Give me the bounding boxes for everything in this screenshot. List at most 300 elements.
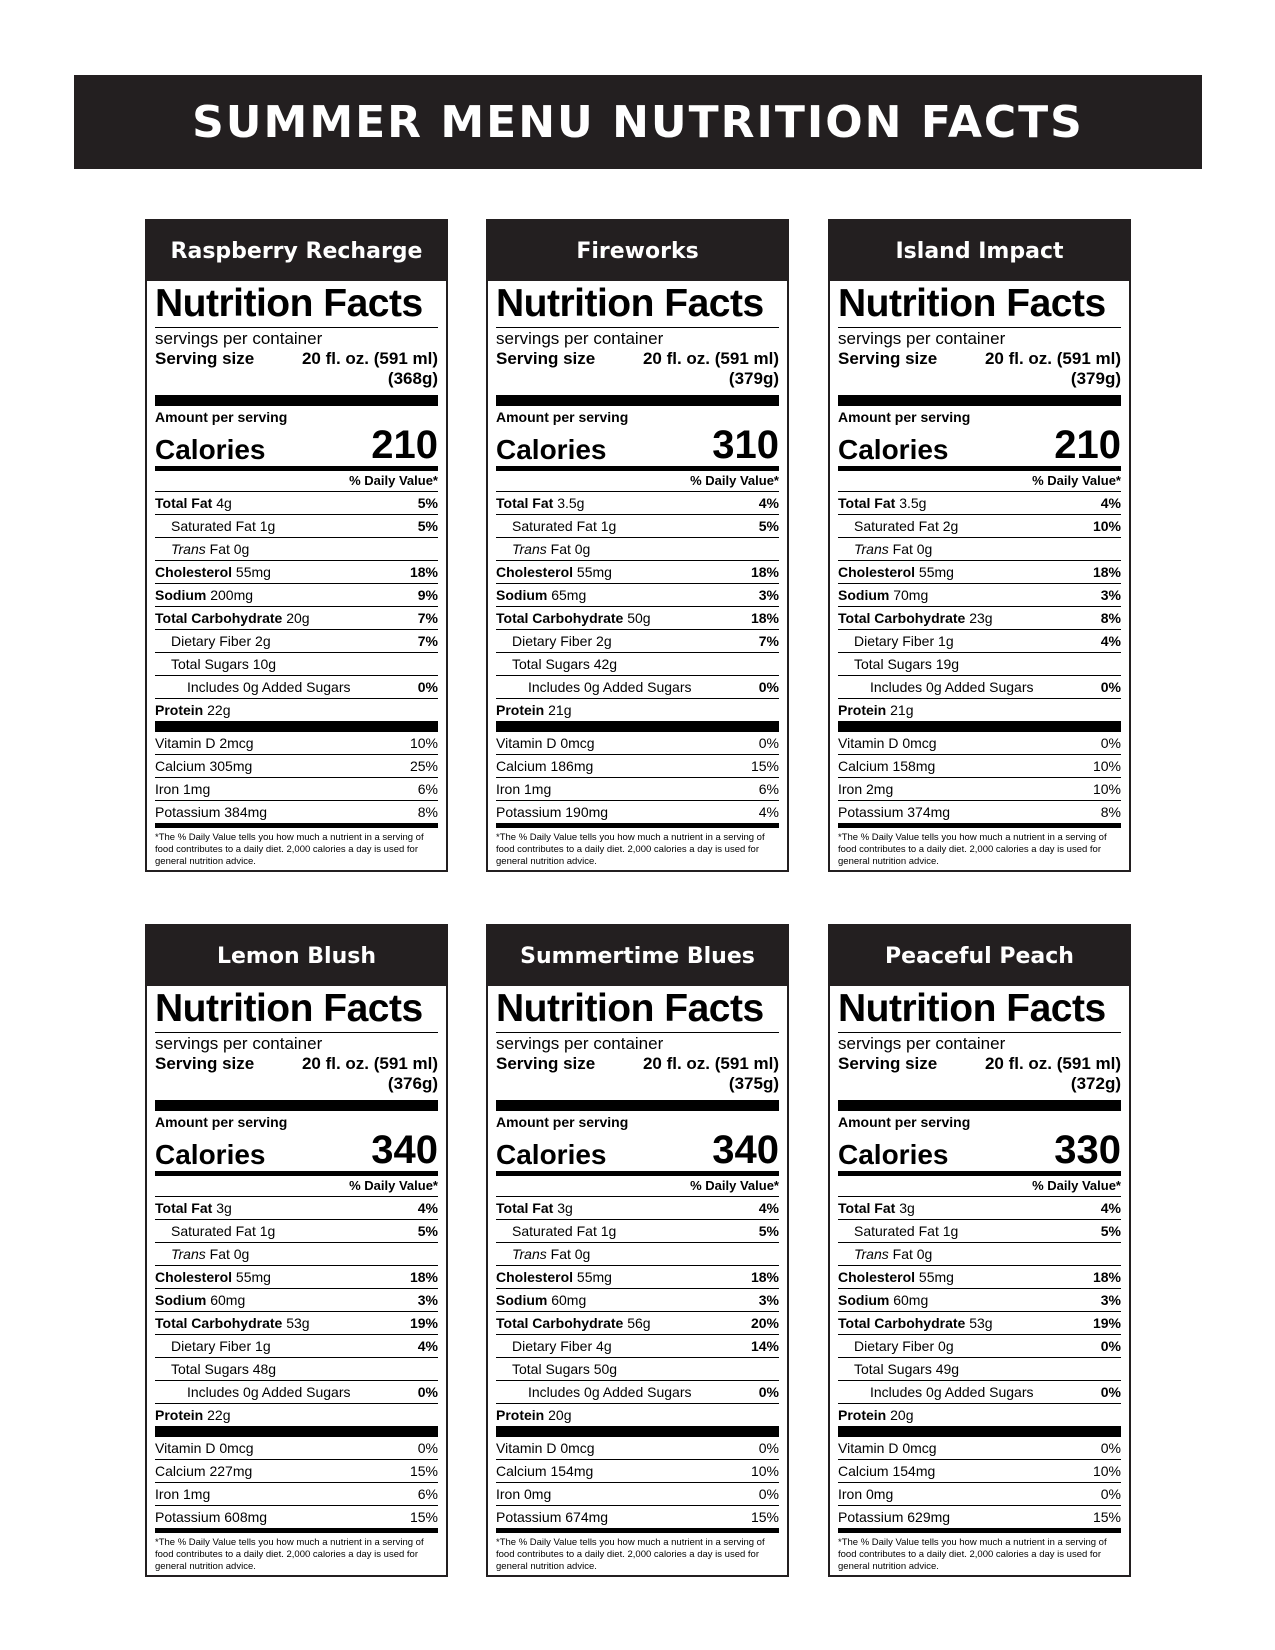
nutrient-label: Dietary Fiber (171, 1338, 252, 1354)
nutrient-label: Added Sugars (944, 1384, 1034, 1400)
nutrient-label: Total Sugars (512, 656, 590, 672)
total-fat-row (838, 492, 1121, 515)
nutrient-amount: 0g (233, 1246, 250, 1262)
nutrient-amount: 0g (574, 1246, 591, 1262)
nutrient-amount: 21g (890, 702, 914, 718)
iron-row (155, 778, 438, 801)
calories-value: 340 (371, 1128, 438, 1172)
nutrient-dv: 8% (1100, 804, 1121, 820)
nutrient-label: Potassium (496, 804, 562, 820)
page-title: SUMMER MENU NUTRITION FACTS (192, 96, 1084, 148)
nutrient-dv: 0% (758, 735, 779, 751)
trans-fat-row (838, 1243, 1121, 1266)
nutrient-amount: 1g (600, 1223, 617, 1239)
nutrient-label: Protein (155, 1407, 204, 1423)
calories-value: 310 (712, 423, 779, 467)
vitamin-d-row (155, 732, 438, 755)
nutrient-amount: 60mg (551, 1292, 587, 1308)
nutrient-dv: 0% (758, 1486, 779, 1502)
calcium-row (496, 1460, 779, 1483)
cholesterol-row (496, 561, 779, 584)
serving-size-row (838, 349, 1121, 369)
nutrient-amount: 629mg (907, 1509, 951, 1525)
nutrient-amount: 48g (252, 1361, 277, 1377)
amount-per-serving: Amount per serving (496, 409, 629, 425)
nutrient-dv: 4% (758, 804, 779, 820)
nutrient-dv: 3% (417, 1292, 438, 1308)
vitamin-d-row (838, 1437, 1121, 1460)
nutrient-label: Sodium (838, 587, 890, 603)
nutrient-dv: 15% (750, 758, 779, 774)
vitamin-d-row (496, 1437, 779, 1460)
calories-row (838, 425, 1121, 471)
dietary-fiber-row (838, 1335, 1121, 1358)
daily-value-header: % Daily Value* (838, 471, 1121, 492)
daily-value-footnote: *The % Daily Value tells you how much a nutrient in a serving of food contributes to a daily diet. 2,000 calories a day is used for general nutrition advice. (496, 832, 765, 867)
nutrient-dv: 25% (409, 758, 438, 774)
nutrient-amount: 21g (548, 702, 572, 718)
includes-label: Includes (870, 679, 923, 695)
dietary-fiber-row (496, 630, 779, 653)
nutrient-dv: 0% (417, 1384, 438, 1400)
nutrient-label: Cholesterol (496, 1269, 574, 1285)
nutrient-label: Dietary Fiber (512, 1338, 593, 1354)
nutrient-label: Added Sugars (261, 679, 351, 695)
nutrient-amount: 186mg (550, 758, 594, 774)
nutrient-dv: 0% (758, 1440, 779, 1456)
nutrient-dv: 10% (1092, 781, 1121, 797)
serving-size-label: Serving size (496, 349, 596, 368)
trans-label: Trans (854, 1246, 889, 1262)
serving-size-amount: 20 fl. oz. (591 ml) (984, 1054, 1121, 1073)
nutrient-amount: 1g (259, 1223, 276, 1239)
nutrient-label: Potassium (496, 1509, 562, 1525)
nutrition-facts-title: Nutrition Facts (496, 988, 779, 1033)
total-sugars-row (496, 1358, 779, 1381)
nutrient-label: Potassium (155, 804, 221, 820)
nutrient-label: Calcium (838, 1463, 889, 1479)
vitamin-d-row (155, 1437, 438, 1460)
total-fat-row (155, 492, 438, 515)
total-carbohydrate-row (838, 607, 1121, 630)
protein-row (496, 1404, 779, 1437)
nutrient-dv: 4% (1100, 1200, 1121, 1216)
nutrient-amount: 3g (899, 1200, 915, 1216)
protein-row (838, 699, 1121, 732)
nutrient-label: Added Sugars (602, 679, 692, 695)
nutrient-dv: 4% (758, 1200, 779, 1216)
nutrient-label: Cholesterol (496, 564, 574, 580)
nutrient-label: Dietary Fiber (854, 633, 935, 649)
total-fat-row (496, 1197, 779, 1220)
trans-label: Trans (171, 541, 206, 557)
nutrient-dv: 6% (417, 781, 438, 797)
nutrient-amount: 4g (596, 1338, 612, 1354)
nutrient-amount: 2mcg (219, 735, 254, 751)
calories-value: 210 (371, 423, 438, 467)
nutrient-label: Vitamin D (838, 1440, 899, 1456)
cholesterol-row (155, 561, 438, 584)
nutrition-facts-title: Nutrition Facts (838, 988, 1121, 1033)
divider-thick (155, 1100, 438, 1111)
nutrient-amount: 60mg (893, 1292, 929, 1308)
nutrient-amount: 1g (942, 1223, 959, 1239)
calories-row (155, 425, 438, 471)
nutrient-label: Added Sugars (944, 679, 1034, 695)
nutrient-label: Cholesterol (838, 1269, 916, 1285)
sodium-row (838, 1289, 1121, 1312)
amount-per-serving: Amount per serving (155, 1114, 288, 1130)
nutrient-label: Protein (155, 702, 204, 718)
fat-label: Fat (550, 541, 571, 557)
nutrient-amount: 0mcg (902, 1440, 937, 1456)
calories-label: Calories (838, 1139, 949, 1170)
nutrient-label: Calcium (155, 1463, 206, 1479)
includes-label: Includes (528, 1384, 581, 1400)
nutrient-dv: 0% (758, 1384, 779, 1400)
nutrient-label: Vitamin D (155, 735, 216, 751)
calories-row (838, 1130, 1121, 1176)
dietary-fiber-row (496, 1335, 779, 1358)
serving-grams: (375g) (728, 1074, 779, 1093)
nutrient-label: Protein (838, 702, 887, 718)
nutrient-label: Vitamin D (155, 1440, 216, 1456)
trans-fat-row (496, 538, 779, 561)
nutrient-label: Iron (838, 1486, 863, 1502)
nutrient-amount: 1g (938, 633, 954, 649)
total-sugars-row (496, 653, 779, 676)
calories-value: 330 (1054, 1128, 1121, 1172)
nutrient-amount: 0mg (866, 1486, 894, 1502)
daily-value-header: % Daily Value* (838, 1176, 1121, 1197)
nutrient-amount: 0g (916, 541, 933, 557)
calories-value: 210 (1054, 423, 1121, 467)
serving-grams: (368g) (387, 369, 438, 388)
item-name: Lemon Blush (147, 926, 446, 986)
nutrient-amount: 0mcg (219, 1440, 254, 1456)
nutrient-label: Total Sugars (171, 1361, 249, 1377)
nutrient-amount: 305mg (209, 758, 253, 774)
trans-label: Trans (512, 1246, 547, 1262)
vitamin-d-row (496, 732, 779, 755)
calcium-row (496, 755, 779, 778)
added-sugars-row (496, 676, 779, 699)
nutrient-dv: 6% (417, 1486, 438, 1502)
nutrient-label: Potassium (838, 804, 904, 820)
nutrient-amount: 0g (926, 679, 942, 695)
sodium-row (496, 584, 779, 607)
potassium-row (838, 801, 1121, 828)
nutrient-dv: 5% (758, 1223, 779, 1239)
nutrient-amount: 0mcg (560, 735, 595, 751)
nutrient-amount: 0g (584, 679, 600, 695)
servings-per-container: servings per container (838, 329, 1006, 348)
nutrient-amount: 42g (593, 656, 618, 672)
daily-value-header: % Daily Value* (155, 1176, 438, 1197)
nutrient-amount: 20g (548, 1407, 572, 1423)
nutrition-panel (496, 988, 779, 1573)
cholesterol-row (496, 1266, 779, 1289)
nutrient-dv: 15% (1092, 1509, 1121, 1525)
nutrient-dv: 0% (1100, 1384, 1121, 1400)
nutrient-dv: 18% (1092, 564, 1121, 580)
dietary-fiber-row (155, 1335, 438, 1358)
nutrient-amount: 0g (243, 1384, 259, 1400)
nutrient-dv: 3% (758, 1292, 779, 1308)
nutrient-amount: 0g (574, 541, 591, 557)
sodium-row (155, 1289, 438, 1312)
divider-thick (496, 1100, 779, 1111)
nutrient-dv: 6% (758, 781, 779, 797)
nutrient-label: Cholesterol (155, 564, 233, 580)
trans-fat-row (838, 538, 1121, 561)
nutrient-amount: 1mg (183, 1486, 211, 1502)
nutrient-amount: 0mcg (560, 1440, 595, 1456)
added-sugars-row (155, 676, 438, 699)
nutrient-amount: 0g (938, 1338, 954, 1354)
divider-thick (838, 1100, 1121, 1111)
nutrient-amount: 0mg (524, 1486, 552, 1502)
nutrient-amount: 70mg (893, 587, 929, 603)
nutrient-amount: 22g (207, 702, 231, 718)
calcium-row (838, 1460, 1121, 1483)
item-name: Peaceful Peach (830, 926, 1129, 986)
protein-row (838, 1404, 1121, 1437)
serving-size-label: Serving size (155, 349, 255, 368)
nutrient-amount: 55mg (235, 564, 271, 580)
nutrient-label: Protein (838, 1407, 887, 1423)
servings-per-container: servings per container (155, 329, 323, 348)
includes-label: Includes (870, 1384, 923, 1400)
nutrient-label: Protein (496, 1407, 545, 1423)
nutrient-dv: 10% (750, 1463, 779, 1479)
nutrient-amount: 200mg (210, 587, 254, 603)
nutrient-amount: 0g (916, 1246, 933, 1262)
sodium-row (155, 584, 438, 607)
nutrition-panel (838, 988, 1121, 1573)
trans-label: Trans (512, 541, 547, 557)
calories-row (496, 425, 779, 471)
nutrient-dv: 4% (1100, 495, 1121, 511)
nutrient-dv: 18% (1092, 1269, 1121, 1285)
serving-size-label: Serving size (496, 1054, 596, 1073)
nutrient-label: Potassium (155, 1509, 221, 1525)
nutrient-amount: 158mg (892, 758, 936, 774)
nutrient-dv: 0% (417, 1440, 438, 1456)
nutrient-amount: 674mg (565, 1509, 609, 1525)
nutrient-dv: 10% (1092, 518, 1121, 534)
nutrient-amount: 55mg (576, 564, 612, 580)
fat-label: Fat (550, 1246, 571, 1262)
nutrition-card (145, 924, 448, 1577)
nutrition-facts-title: Nutrition Facts (155, 988, 438, 1033)
total-fat-row (838, 1197, 1121, 1220)
nutrient-label: Total Fat (155, 1200, 213, 1216)
nutrient-amount: 2mg (866, 781, 894, 797)
servings-per-container: servings per container (496, 1034, 664, 1053)
nutrient-label: Vitamin D (496, 735, 557, 751)
nutrient-label: Sodium (155, 1292, 207, 1308)
nutrient-label: Total Sugars (854, 1361, 932, 1377)
includes-label: Includes (528, 679, 581, 695)
nutrient-label: Total Sugars (171, 656, 249, 672)
nutrient-amount: 53g (969, 1315, 993, 1331)
serving-size-amount: 20 fl. oz. (591 ml) (301, 349, 438, 368)
item-name: Raspberry Recharge (147, 221, 446, 281)
serving-size-row (496, 1054, 779, 1074)
nutrient-label: Dietary Fiber (854, 1338, 935, 1354)
nutrient-label: Total Fat (838, 1200, 896, 1216)
nutrition-panel (838, 283, 1121, 868)
serving-size-row (155, 349, 438, 369)
servings-per-container: servings per container (838, 1034, 1006, 1053)
nutrient-dv: 8% (1100, 610, 1121, 626)
nutrient-dv: 0% (417, 679, 438, 695)
saturated-fat-row (838, 515, 1121, 538)
servings-per-container: servings per container (155, 1034, 323, 1053)
nutrient-amount: 55mg (235, 1269, 271, 1285)
nutrient-dv: 19% (409, 1315, 438, 1331)
trans-fat-row (155, 538, 438, 561)
nutrient-amount: 10g (252, 656, 277, 672)
nutrition-card (828, 219, 1131, 872)
calories-label: Calories (838, 434, 949, 465)
daily-value-header: % Daily Value* (496, 471, 779, 492)
total-carbohydrate-row (155, 1312, 438, 1335)
nutrient-amount: 1g (259, 518, 276, 534)
calories-label: Calories (155, 434, 266, 465)
iron-row (496, 778, 779, 801)
nutrient-label: Dietary Fiber (171, 633, 252, 649)
nutrient-label: Calcium (496, 1463, 547, 1479)
serving-size-label: Serving size (838, 349, 938, 368)
nutrient-dv: 18% (750, 610, 779, 626)
divider-thick (155, 395, 438, 406)
serving-grams: (372g) (1070, 1074, 1121, 1093)
nutrient-amount: 0g (233, 541, 250, 557)
nutrient-label: Total Fat (838, 495, 896, 511)
nutrient-dv: 5% (417, 518, 438, 534)
nutrient-label: Dietary Fiber (512, 633, 593, 649)
nutrient-label: Vitamin D (496, 1440, 557, 1456)
nutrient-dv: 10% (409, 735, 438, 751)
nutrient-amount: 2g (942, 518, 959, 534)
serving-size-row (838, 1054, 1121, 1074)
potassium-row (838, 1506, 1121, 1533)
serving-size-amount: 20 fl. oz. (591 ml) (642, 1054, 779, 1073)
includes-label: Includes (187, 1384, 240, 1400)
nutrient-label: Cholesterol (838, 564, 916, 580)
nutrient-amount: 22g (207, 1407, 231, 1423)
protein-row (155, 1404, 438, 1437)
nutrient-amount: 3.5g (899, 495, 927, 511)
nutrient-amount: 65mg (551, 587, 587, 603)
nutrient-dv: 10% (1092, 758, 1121, 774)
calories-label: Calories (155, 1139, 266, 1170)
amount-per-serving: Amount per serving (496, 1114, 629, 1130)
daily-value-header: % Daily Value* (155, 471, 438, 492)
nutrient-amount: 19g (935, 656, 960, 672)
nutrient-label: Total Fat (496, 495, 554, 511)
total-carbohydrate-row (496, 607, 779, 630)
nutrient-dv: 18% (409, 1269, 438, 1285)
nutrient-label: Calcium (838, 758, 889, 774)
nutrient-dv: 5% (1100, 1223, 1121, 1239)
iron-row (838, 1483, 1121, 1506)
nutrient-amount: 2g (255, 633, 271, 649)
nutrient-label: Calcium (496, 758, 547, 774)
total-sugars-row (155, 653, 438, 676)
nutrient-amount: 55mg (918, 1269, 954, 1285)
nutrient-dv: 14% (750, 1338, 779, 1354)
dietary-fiber-row (155, 630, 438, 653)
nutrient-label: Sodium (496, 587, 548, 603)
amount-per-serving: Amount per serving (155, 409, 288, 425)
nutrient-amount: 0mcg (902, 735, 937, 751)
nutrient-dv: 15% (409, 1509, 438, 1525)
nutrient-label: Iron (155, 1486, 180, 1502)
nutrient-dv: 7% (417, 633, 438, 649)
total-sugars-row (155, 1358, 438, 1381)
serving-grams: (379g) (728, 369, 779, 388)
nutrient-label: Saturated Fat (171, 1223, 256, 1239)
nutrient-dv: 0% (1100, 735, 1121, 751)
nutrient-amount: 50g (593, 1361, 618, 1377)
iron-row (838, 778, 1121, 801)
nutrient-label: Protein (496, 702, 545, 718)
trans-fat-row (155, 1243, 438, 1266)
nutrient-amount: 3.5g (557, 495, 585, 511)
potassium-row (155, 801, 438, 828)
nutrient-dv: 15% (409, 1463, 438, 1479)
calories-row (496, 1130, 779, 1176)
nutrient-amount: 1g (255, 1338, 271, 1354)
nutrient-dv: 7% (417, 610, 438, 626)
nutrient-label: Saturated Fat (512, 1223, 597, 1239)
nutrient-amount: 0g (926, 1384, 942, 1400)
total-fat-row (155, 1197, 438, 1220)
page-banner (74, 75, 1202, 169)
nutrient-label: Total Carbohydrate (155, 610, 283, 626)
nutrient-amount: 20g (286, 610, 310, 626)
nutrient-label: Total Sugars (854, 656, 932, 672)
trans-fat-row (496, 1243, 779, 1266)
nutrient-label: Total Carbohydrate (496, 610, 624, 626)
nutrient-amount: 374mg (907, 804, 951, 820)
total-sugars-row (838, 1358, 1121, 1381)
daily-value-footnote: *The % Daily Value tells you how much a nutrient in a serving of food contributes to a daily diet. 2,000 calories a day is used for general nutrition advice. (155, 1537, 424, 1572)
nutrient-amount: 3g (216, 1200, 232, 1216)
servings-per-container: servings per container (496, 329, 664, 348)
nutrient-dv: 3% (1100, 1292, 1121, 1308)
nutrient-dv: 0% (1100, 1440, 1121, 1456)
added-sugars-row (496, 1381, 779, 1404)
nutrient-amount: 0g (584, 1384, 600, 1400)
protein-row (155, 699, 438, 732)
fat-label: Fat (892, 1246, 913, 1262)
nutrient-label: Saturated Fat (854, 518, 939, 534)
trans-label: Trans (854, 541, 889, 557)
nutrient-dv: 0% (1100, 1486, 1121, 1502)
nutrient-label: Added Sugars (261, 1384, 351, 1400)
amount-per-serving: Amount per serving (838, 1114, 971, 1130)
nutrient-dv: 0% (758, 679, 779, 695)
added-sugars-row (838, 1381, 1121, 1404)
cholesterol-row (838, 561, 1121, 584)
potassium-row (496, 1506, 779, 1533)
includes-label: Includes (187, 679, 240, 695)
nutrient-label: Vitamin D (838, 735, 899, 751)
